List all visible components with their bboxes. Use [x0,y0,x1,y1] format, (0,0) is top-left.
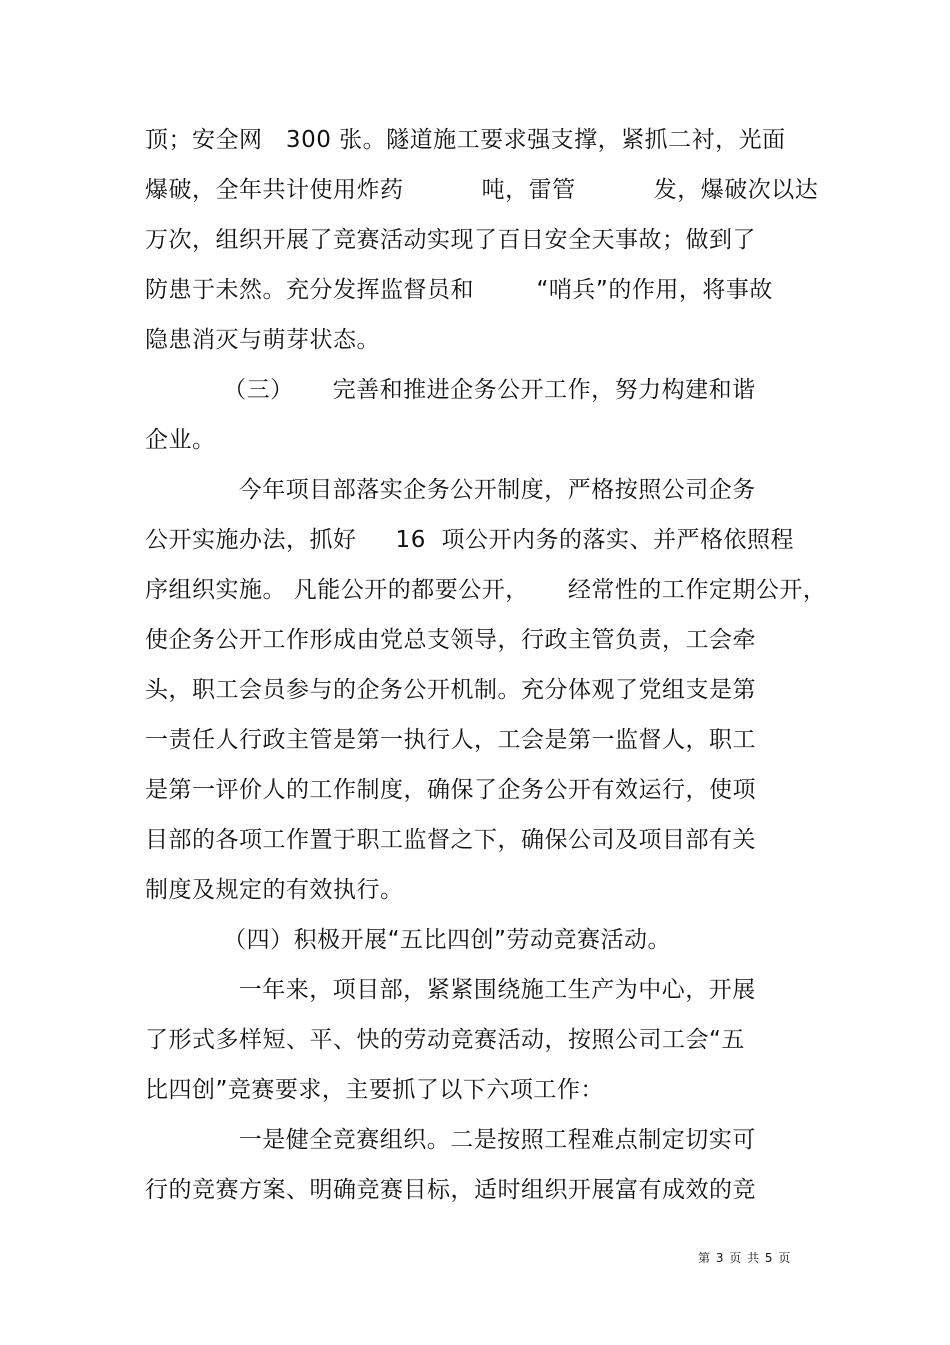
section-heading: （三） 完善和推进企务公开工作，努力构建和谐 [145,377,756,403]
text-line: 目部的各项工作置于职工监督之下，确保公司及项目部有关 [145,827,756,853]
text-line: 头，职工会员参与的企务公开机制。充分体观了党组支是第 [145,677,756,703]
text-line: 公开实施办法，抓好 16 项公开内务的落实、并严格依照程 [145,527,794,553]
text-line: 爆破，全年共计使用炸药 吨，雷管 发，爆破次以达 [145,177,819,203]
text-line: 防患于未然。充分发挥监督员和 “哨兵”的作用，将事故 [145,277,773,303]
text-line: 制度及规定的有效执行。 [145,877,404,903]
text-line: 行的竞赛方案、明确竞赛目标，适时组织开展富有成效的竞 [145,1177,756,1203]
text-line: 隐患消灭与萌芽状态。 [145,327,380,353]
text-line: 一年来，项目部，紧紧围绕施工生产为中心，开展 [145,977,756,1003]
text-line: 序组织实施。 凡能公开的都要公开， 经常性的工作定期公开， [145,577,827,603]
text-line: 企业。 [145,427,216,453]
text-line: 万次，组织开展了竞赛活动实现了百日安全天事故；做到了 [145,227,756,253]
text-line: 一责任人行政主管是第一执行人，工会是第一监督人，职工 [145,727,756,753]
page-number-footer: 第 3 页 共 5 页 [698,1251,792,1265]
text-line: 一是健全竞赛组织。二是按照工程难点制定切实可 [145,1127,756,1153]
text-line: 比四创”竞赛要求，主要抓了以下六项工作： [145,1077,604,1103]
text-line: 是第一评价人的工作制度，确保了企务公开有效运行，使项 [145,777,756,803]
text-line: 使企务公开工作形成由党总支领导，行政主管负责，工会牵 [145,627,756,653]
text-line: 顶；安全网 300 张。隧道施工要求强支撑，紧抓二衬，光面 [145,127,786,153]
section-heading: （四）积极开展“五比四创”劳动竞赛活动。 [145,927,671,953]
text-line: 今年项目部落实企务公开制度，严格按照公司企务 [145,477,756,503]
text-line: 了形式多样短、平、快的劳动竞赛活动，按照公司工会“五 [145,1027,745,1053]
